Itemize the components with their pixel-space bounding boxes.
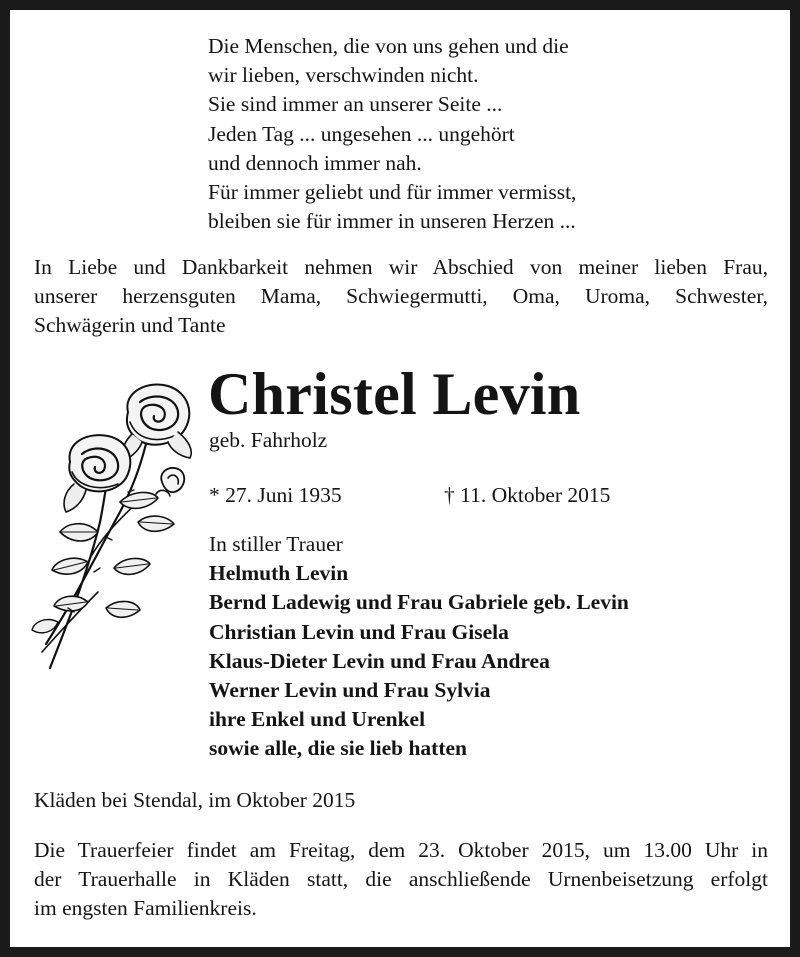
- poem-line: und dennoch immer nah.: [208, 150, 422, 175]
- mourners: [209, 530, 629, 764]
- poem-line: Jeden Tag ... ungesehen ... ungehört: [208, 121, 515, 146]
- funeral-line: Die Trauerfeier findet am Freitag, dem 23. Oktober 2015, um 13.00 Uhr in: [34, 838, 768, 862]
- mourning-heading: In stiller Trauer: [209, 532, 343, 556]
- farewell-text: [34, 253, 768, 341]
- deceased-name: Christel Levin: [208, 361, 581, 427]
- poem-line: Sie sind immer an unserer Seite ...: [208, 92, 503, 117]
- farewell-line: In Liebe und Dankbarkeit nehmen wir Abschied von meiner lieben Frau,: [34, 255, 768, 279]
- poem: [208, 32, 576, 236]
- funeral-line: im engsten Familienkreis.: [34, 896, 257, 921]
- mourner-name: Werner Levin und Frau Sylvia: [209, 678, 491, 703]
- mourner-name: sowie alle, die sie lieb hatten: [209, 736, 467, 761]
- death-date: † 11. Oktober 2015: [444, 483, 611, 507]
- mourner-name: Bernd Ladewig und Frau Gabriele geb. Levin: [209, 590, 629, 615]
- poem-line: bleiben sie für immer in unseren Herzen ...: [208, 209, 576, 234]
- poem-line: Die Menschen, die von uns gehen und die: [208, 34, 569, 58]
- obituary-notice: [10, 10, 790, 947]
- funeral-info: [34, 836, 768, 924]
- farewell-line: Schwägerin und Tante: [34, 313, 226, 338]
- mourner-name: Klaus-Dieter Levin und Frau Andrea: [209, 648, 550, 673]
- poem-line: wir lieben, verschwinden nicht.: [208, 63, 479, 88]
- maiden-name: geb. Fahrholz: [209, 428, 328, 452]
- funeral-line: der Trauerhalle in Kläden statt, die anschließende Urnenbeisetzung erfolgt: [34, 867, 768, 892]
- place-and-date: Kläden bei Stendal, im Oktober 2015: [34, 788, 356, 812]
- mourner-name: Helmuth Levin: [209, 561, 349, 586]
- farewell-line: unserer herzensguten Mama, Schwiegermutti, Oma, Uroma, Schwester,: [34, 284, 768, 309]
- mourner-name: Christian Levin und Frau Gisela: [209, 619, 509, 644]
- roses-icon: [28, 372, 198, 672]
- mourner-name: ihre Enkel und Urenkel: [209, 707, 426, 732]
- birth-date: * 27. Juni 1935: [209, 483, 342, 507]
- poem-line: Für immer geliebt und für immer vermisst,: [208, 180, 577, 205]
